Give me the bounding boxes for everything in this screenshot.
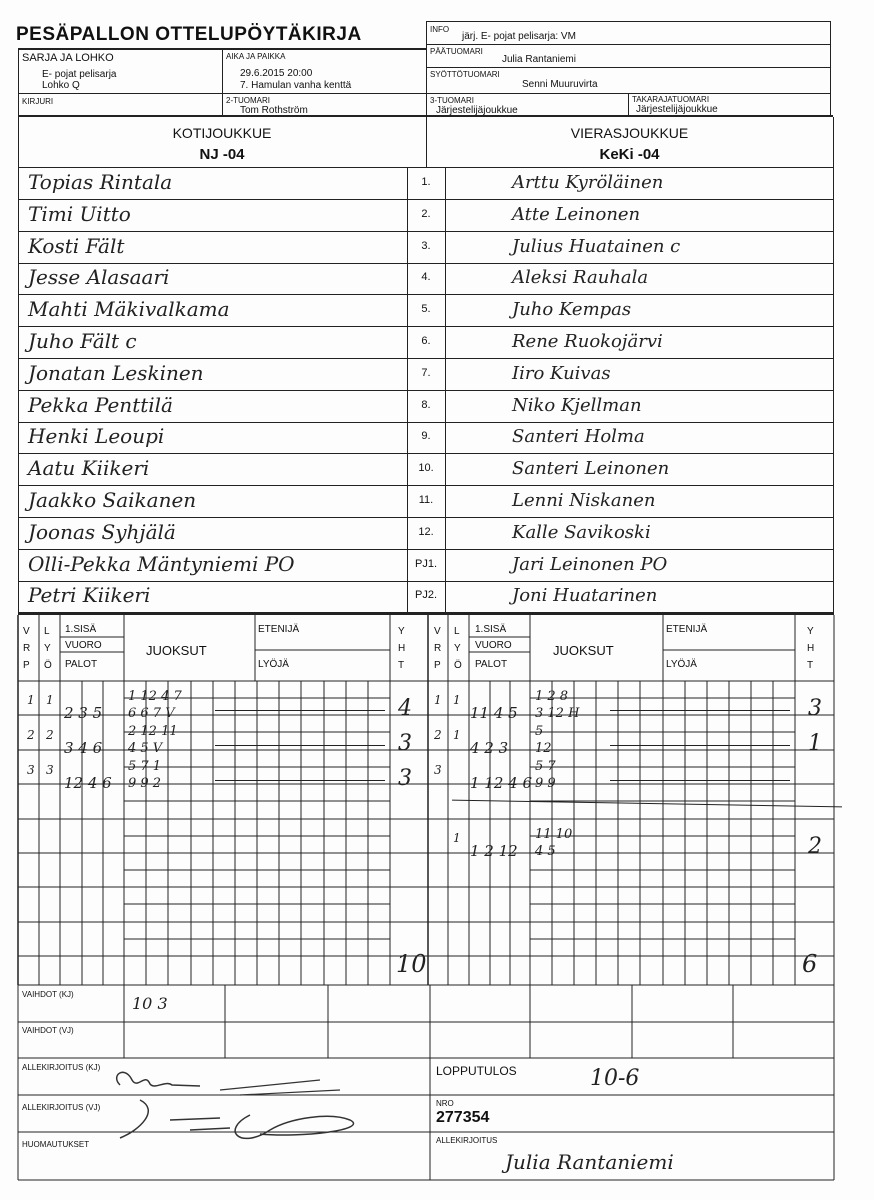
syottotuomari-value: Senni Muuruvirta (522, 79, 598, 90)
form-title: PESÄPALLON OTTELUPÖYTÄKIRJA (16, 24, 362, 45)
inning-vrp: 3 (27, 763, 35, 777)
etenija-header: ETENIJÄ (666, 624, 708, 635)
nro-label: NRO (436, 1099, 454, 1108)
player-number: 8. (421, 399, 431, 411)
inning-juoksut-top: 1 12 4 7 (128, 689, 182, 704)
takaraja-label: TAKARAJATUOMARI (632, 95, 710, 104)
vaihdot-vj-label: VAIHDOT (VJ) (22, 1026, 74, 1035)
away-player-name: Juho Kempas (512, 299, 632, 320)
away-total: 6 (802, 950, 818, 978)
vrp-header-p: P (23, 660, 30, 671)
home-player-name: Aatu Kiikeri (28, 456, 150, 480)
inning-yht: 1 (808, 731, 822, 756)
inning-vrp: 2 (434, 728, 442, 742)
lyo-header-o: Ö (454, 660, 462, 671)
away-player-name: Santeri Leinonen (512, 458, 670, 479)
allekirjoitus-signature: Julia Rantaniemi (505, 1150, 674, 1174)
juoksut-header: JUOKSUT (553, 643, 614, 658)
yht-header-y: Y (807, 626, 814, 637)
inning-vrp: 2 (27, 728, 35, 742)
juoksut-dash (610, 710, 790, 711)
lopputulos-value: 10-6 (590, 1066, 640, 1091)
kj-vj-signatures (100, 1060, 400, 1140)
tuomari2-value: Tom Rothström (240, 105, 308, 116)
nro-value: 277354 (436, 1109, 490, 1126)
juoksut-header: JUOKSUT (146, 643, 207, 658)
yht-header-t: T (807, 660, 814, 671)
inning-yht: 4 (398, 696, 412, 721)
aika-label: AIKA JA PAIKKA (226, 52, 286, 61)
vaihdot-kj-value: 10 3 (132, 994, 168, 1013)
sisa-header: 1.SISÄ (65, 624, 97, 635)
inning-palot: 1 2 12 (470, 842, 518, 860)
home-player-name: Juho Fält c (28, 329, 137, 353)
inning-juoksut-bottom: 9 9 2 (128, 776, 162, 791)
tuomari2-label: 2-TUOMARI (226, 96, 270, 105)
juoksut-dash (610, 745, 790, 746)
lopputulos-label: LOPPUTULOS (436, 1064, 517, 1078)
juoksut-dash (215, 745, 385, 746)
home-player-name: Kosti Fält (28, 234, 125, 258)
inning-palot: 3 4 6 (64, 739, 103, 757)
allekirjoitus-kj-label: ALLEKIRJOITUS (KJ) (22, 1063, 101, 1072)
inning-vrp: 3 (434, 763, 442, 777)
home-player-name: Joonas Syhjälä (28, 520, 176, 544)
vrp-header-v: V (23, 626, 30, 637)
inning-juoksut-bottom: 4 5 (535, 844, 556, 859)
paatuomari-label: PÄÄTUOMARI (430, 47, 483, 56)
player-number: 6. (421, 335, 431, 347)
away-player-name: Santeri Holma (512, 426, 645, 447)
aika-value: 29.6.2015 20:00 (240, 68, 313, 79)
inning-lyo: 1 (453, 728, 461, 742)
allekirjoitus-vj-label: ALLEKIRJOITUS (VJ) (22, 1103, 101, 1112)
away-player-name: Lenni Niskanen (512, 490, 656, 511)
allekirjoitus-label: ALLEKIRJOITUS (436, 1136, 498, 1145)
lyo-header-o: Ö (44, 660, 52, 671)
yht-header-h: H (398, 643, 406, 654)
inning-lyo: 1 (46, 693, 54, 707)
yht-header-y: Y (398, 626, 405, 637)
inning-juoksut-top: 5 (535, 724, 544, 739)
player-number: 9. (421, 430, 431, 442)
inning-yht: 3 (808, 696, 822, 721)
inning-yht: 3 (398, 766, 412, 791)
palot-header: PALOT (65, 659, 98, 670)
lyo-header-y: Y (44, 643, 51, 654)
player-number: 11. (418, 494, 434, 506)
vuoro-header: VUORO (475, 640, 512, 651)
lyoja-header: LYÖJÄ (258, 659, 289, 670)
away-player-name: Aleksi Rauhala (512, 267, 649, 288)
away-team-label: VIERASJOUKKUE (570, 125, 689, 141)
away-player-name: Jari Leinonen PO (512, 554, 668, 575)
vrp-header-r: R (23, 643, 31, 654)
vaihdot-kj-label: VAIHDOT (KJ) (22, 990, 74, 999)
yht-header-t: T (398, 660, 405, 671)
tuomari3-label: 3-TUOMARI (430, 96, 474, 105)
home-player-name: Olli-Pekka Mäntyniemi PO (28, 552, 295, 576)
inning-vrp: 1 (27, 693, 35, 707)
inning-palot: 1 12 4 6 (470, 774, 533, 792)
player-number: PJ2. (414, 589, 437, 601)
inning-lyo: 1 (453, 831, 461, 845)
home-total: 10 (396, 950, 427, 978)
home-player-name: Topias Rintala (28, 170, 173, 194)
player-number: 2. (421, 208, 431, 220)
away-player-name: Arttu Kyröläinen (512, 172, 664, 193)
player-number: PJ1. (414, 558, 437, 570)
player-number: 3. (421, 240, 431, 252)
lohko-value: Lohko Q (42, 80, 80, 91)
info-label: INFO (430, 25, 450, 34)
inning-juoksut-bottom: 12 (535, 741, 552, 756)
sarja-value: E- pojat pelisarja (42, 69, 117, 80)
inning-juoksut-top: 5 7 1 (128, 759, 162, 774)
inning-palot: 4 2 3 (470, 739, 509, 757)
paikka-value: 7. Hamulan vanha kenttä (240, 80, 352, 91)
palot-header: PALOT (475, 659, 508, 670)
home-player-name: Petri Kiikeri (28, 583, 151, 607)
takaraja-value: Järjestelijäjoukkue (636, 104, 718, 115)
inning-palot: 11 4 5 (470, 704, 518, 722)
inning-juoksut-top: 1 2 8 (535, 689, 569, 704)
away-player-name: Niko Kjellman (512, 395, 642, 416)
away-player-name: Julius Huatainen c (512, 236, 681, 257)
inning-vrp: 1 (434, 693, 442, 707)
away-player-name: Rene Ruokojärvi (512, 331, 663, 352)
vrp-header-r: R (434, 643, 442, 654)
home-player-name: Pekka Penttilä (28, 393, 173, 417)
inning-palot: 2 3 5 (64, 704, 103, 722)
home-player-name: Henki Leoupi (28, 424, 165, 448)
home-player-name: Jonatan Leskinen (28, 361, 204, 385)
home-player-name: Jaakko Saikanen (28, 488, 197, 512)
vuoro-header: VUORO (65, 640, 102, 651)
home-player-name: Mahti Mäkivalkama (28, 297, 230, 321)
away-player-name: Kalle Savikoski (512, 522, 651, 543)
inning-juoksut-top: 11 10 (535, 827, 573, 842)
syottotuomari-label: SYÖTTÖTUOMARI (430, 70, 500, 79)
home-player-name: Jesse Alasaari (28, 265, 170, 289)
inning-palot: 12 4 6 (64, 774, 112, 792)
yht-header-h: H (807, 643, 815, 654)
inning-yht: 2 (808, 834, 822, 859)
kirjuri-label: KIRJURI (22, 97, 54, 106)
vrp-header-v: V (434, 626, 441, 637)
inning-juoksut-bottom: 3 12 H (535, 706, 580, 721)
sarja-label: SARJA JA LOHKO (22, 52, 114, 64)
away-team-name: KeKi -04 (599, 146, 660, 163)
player-number: 10. (418, 462, 434, 474)
info-value: järj. E- pojat pelisarja: VM (462, 31, 576, 42)
away-player-name: Joni Huatarinen (512, 585, 658, 606)
inning-lyo: 3 (46, 763, 54, 777)
player-number: 1. (421, 176, 431, 188)
juoksut-dash (215, 780, 385, 781)
home-team-name: NJ -04 (199, 146, 245, 163)
inning-juoksut-top: 5 7 (535, 759, 556, 774)
inning-juoksut-top: 2 12 11 (128, 724, 178, 739)
away-player-name: Atte Leinonen (512, 204, 641, 225)
player-number: 5. (421, 303, 431, 315)
vrp-header-p: P (434, 660, 441, 671)
juoksut-dash (215, 710, 385, 711)
away-player-name: Iiro Kuivas (512, 363, 611, 384)
lyo-header-l: L (44, 626, 50, 637)
lyo-header-y: Y (454, 643, 461, 654)
inning-lyo: 2 (46, 728, 54, 742)
inning-yht: 3 (398, 731, 412, 756)
huomautukset-label: HUOMAUTUKSET (22, 1140, 90, 1149)
player-number: 4. (421, 271, 431, 283)
tuomari3-value: Järjestelijäjoukkue (436, 105, 518, 116)
inning-lyo: 1 (453, 693, 461, 707)
lyoja-header: LYÖJÄ (666, 659, 697, 670)
player-number: 7. (421, 367, 431, 379)
sisa-header: 1.SISÄ (475, 624, 507, 635)
inning-juoksut-bottom: 6 6 7 V (128, 706, 175, 721)
inning-juoksut-bottom: 4 5 V (128, 741, 163, 756)
player-number: 12. (418, 526, 434, 538)
home-player-name: Timi Uitto (28, 202, 131, 226)
inning-juoksut-bottom: 9 9 (535, 776, 556, 791)
paatuomari-value: Julia Rantaniemi (502, 54, 576, 65)
juoksut-dash (610, 780, 790, 781)
home-team-label: KOTIJOUKKUE (172, 125, 272, 141)
lyo-header-l: L (454, 626, 460, 637)
etenija-header: ETENIJÄ (258, 624, 300, 635)
